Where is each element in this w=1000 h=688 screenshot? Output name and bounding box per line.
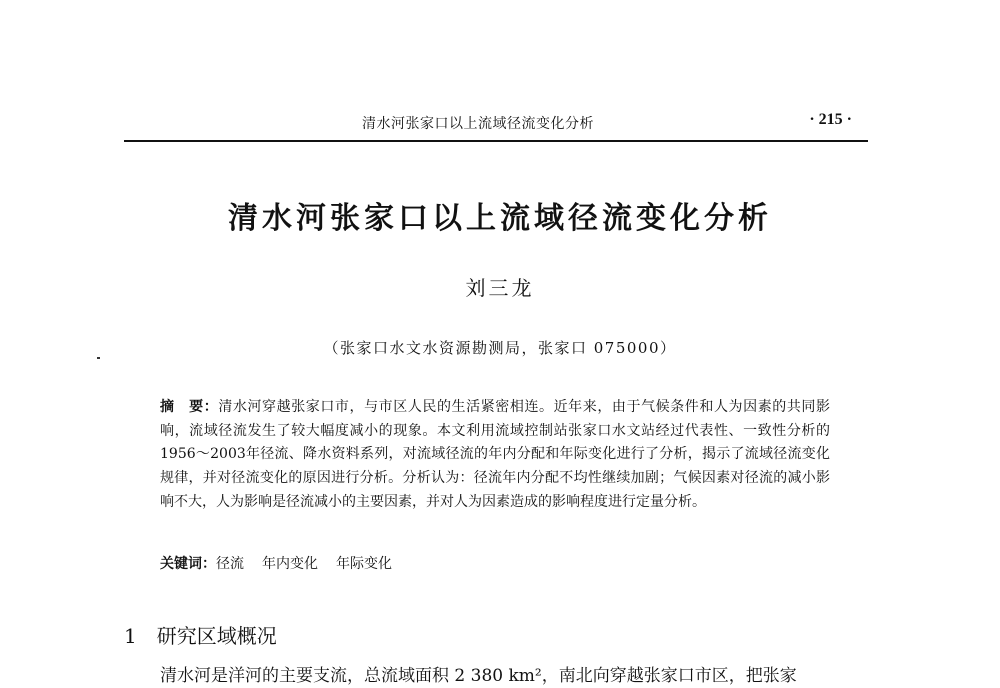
abstract-text: 清水河穿越张家口市，与市区人民的生活紧密相连。近年来，由于气候条件和人为因素的共同影响，流域径流发生了较大幅度减小的现象。本文利用流域控制站张家口水文站经过代表性、一致性分析的1956～2003年径流、降水资料系列，对流域径流的年内分配和年际变化进行了分析，揭示了流域径流变化规律，并对径流变化的原因进行分析。分析认为：径流年内分配不均性继续加剧；气候因素对径流的减小影响不大，人为影响是径流减小的主要因素，并对人为因素造成的影响程度进行定量分析。	[160, 399, 830, 510]
scan-speck	[97, 357, 100, 359]
running-title: 清水河张家口以上流域径流变化分析	[362, 116, 594, 132]
author-name: 刘三龙	[465, 276, 535, 300]
section-title: 研究区域概况	[156, 624, 277, 648]
section-number: 1	[124, 624, 137, 648]
keywords	[160, 553, 830, 575]
running-header	[124, 110, 868, 142]
keyword-item: 年际变化	[336, 556, 392, 572]
author-affiliation: （张家口水文水资源勘测局，张家口 075000）	[323, 339, 677, 357]
keyword-item: 径流	[216, 556, 244, 572]
abstract	[160, 396, 830, 515]
section-heading	[124, 620, 277, 649]
body-text: 清水河是洋河的主要支流，总流域面积 2 380 km²，南北向穿越张家口市区，把张家	[160, 666, 797, 686]
keywords-label: 关键词：	[160, 556, 216, 572]
paper-title: 清水河张家口以上流域径流变化分析	[228, 201, 772, 236]
keyword-item: 年内变化	[262, 556, 318, 572]
abstract-label: 摘 要：	[160, 399, 219, 415]
page-number: · 215 ·	[809, 111, 852, 128]
